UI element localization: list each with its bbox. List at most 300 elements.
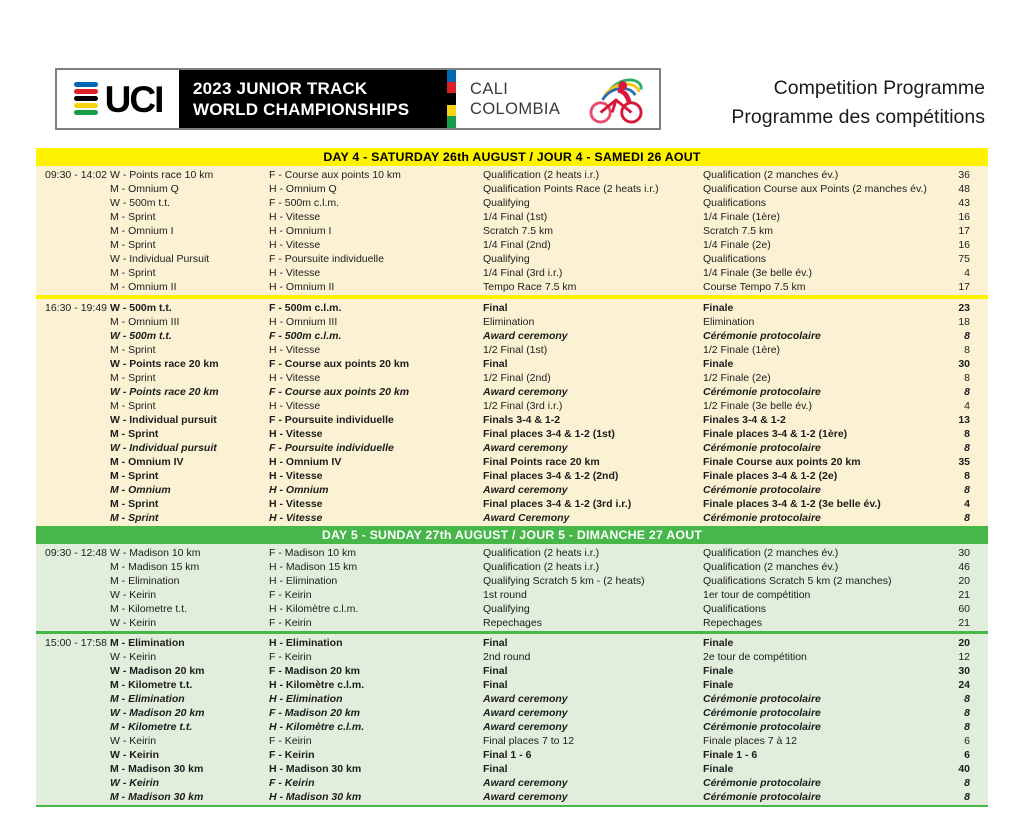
time-separator: - [74, 302, 78, 314]
event-banner [55, 68, 661, 130]
schedule-row [110, 413, 988, 427]
duration-minutes: 21 [958, 589, 970, 601]
uci-rainbow-stripes-icon [74, 82, 100, 116]
round-en: 1/4 Final (1st) [483, 211, 548, 223]
event-name-fr: H - Kilomètre c.l.m. [269, 679, 365, 691]
round-fr: 1er tour de compétition [703, 589, 811, 601]
schedule-row [110, 280, 988, 294]
host-city-line1: CALI [470, 80, 509, 98]
event-name-en: M - Omnium IV [110, 456, 184, 468]
schedule-row [110, 182, 988, 196]
round-fr: Cérémonie protocolaire [703, 721, 821, 733]
event-name-fr: F - 500m c.l.m. [269, 302, 342, 314]
duration-minutes: 17 [958, 225, 970, 237]
round-en: Qualifying Scratch 5 km - (2 heats) [483, 575, 645, 587]
round-fr: Course Tempo 7.5 km [703, 281, 806, 293]
session-start-time: 15:00 [45, 637, 72, 649]
round-en: Final [483, 665, 508, 677]
schedule-row [110, 329, 988, 343]
round-fr: Qualification (2 manches év.) [703, 547, 839, 559]
schedule-row [110, 210, 988, 224]
event-name-en: M - Sprint [110, 470, 159, 482]
round-en: Qualification (2 heats i.r.) [483, 561, 600, 573]
schedule-row [110, 734, 988, 748]
event-name-fr: F - Poursuite individuelle [269, 442, 394, 454]
round-fr: Finale [703, 679, 734, 691]
round-en: Scratch 7.5 km [483, 225, 554, 237]
schedule-row [110, 301, 988, 315]
event-name-en: M - Omnium III [110, 316, 180, 328]
duration-minutes: 35 [958, 456, 970, 468]
session-end-time: 14:02 [80, 169, 107, 181]
event-name-en: M - Sprint [110, 372, 156, 384]
event-title-line2: WORLD CHAMPIONSHIPS [193, 100, 410, 119]
session-time-range [45, 301, 107, 315]
session-start-time: 09:30 [45, 547, 72, 559]
event-name-fr: H - Vitesse [269, 400, 321, 412]
event-name-fr: H - Kilomètre c.l.m. [269, 721, 365, 733]
round-en: Qualification (2 heats i.r.) [483, 547, 600, 559]
page-title-en: Competition Programme [773, 77, 985, 99]
schedule-row [110, 664, 988, 678]
round-fr: Finale [703, 637, 734, 649]
uci-logo [57, 70, 179, 128]
round-fr: 1/4 Finale (2e) [703, 239, 771, 251]
round-en: Final [483, 679, 508, 691]
round-en: Qualification (2 heats i.r.) [483, 169, 600, 181]
duration-minutes: 18 [958, 316, 970, 328]
duration-minutes: 30 [958, 665, 970, 677]
event-name-fr: F - Course aux points 20 km [269, 386, 410, 398]
round-en: Award ceremony [483, 693, 568, 705]
event-name-fr: H - Elimination [269, 637, 343, 649]
event-name-en: W - Points race 20 km [110, 358, 219, 370]
schedule-row [110, 385, 988, 399]
round-fr: Qualifications [703, 253, 767, 265]
event-name-en: M - Sprint [110, 211, 156, 223]
duration-minutes: 20 [958, 637, 970, 649]
round-fr: Repechages [703, 617, 762, 629]
schedule-row [110, 692, 988, 706]
event-name-en: M - Kilometre t.t. [110, 721, 193, 733]
round-en: Elimination [483, 316, 535, 328]
event-name-en: M - Sprint [110, 498, 159, 510]
event-name-fr: H - Madison 15 km [269, 561, 358, 573]
schedule-row [110, 720, 988, 734]
event-name-fr: F - Poursuite individuelle [269, 414, 394, 426]
round-en: 1/4 Final (2nd) [483, 239, 551, 251]
event-name-en: W - 500m t.t. [110, 302, 172, 314]
duration-minutes: 8 [964, 791, 970, 803]
session [36, 166, 988, 295]
schedule-row [110, 357, 988, 371]
event-name-en: M - Madison 15 km [110, 561, 200, 573]
event-name-en: M - Sprint [110, 344, 156, 356]
round-en: Final places 3-4 & 1-2 (1st) [483, 428, 615, 440]
round-fr: Finale places 3-4 & 1-2 (1ère) [703, 428, 848, 440]
round-fr: Finale places 3-4 & 1-2 (2e) [703, 470, 838, 482]
session [36, 295, 988, 526]
round-fr: Finale Course aux points 20 km [703, 456, 861, 468]
event-name-en: W - Keirin [110, 749, 159, 761]
round-en: Final places 3-4 & 1-2 (3rd i.r.) [483, 498, 632, 510]
event-name-en: M - Omnium [110, 484, 171, 496]
session-rows [110, 168, 988, 294]
event-name-fr: F - Keirin [269, 749, 315, 761]
round-fr: Cérémonie protocolaire [703, 442, 821, 454]
event-name-fr: H - Omnium IV [269, 456, 342, 468]
event-name-fr: H - Vitesse [269, 428, 323, 440]
duration-minutes: 8 [964, 693, 970, 705]
schedule-row [110, 762, 988, 776]
event-title-box [179, 70, 447, 128]
duration-minutes: 8 [964, 372, 970, 384]
event-name-fr: F - Course aux points 20 km [269, 358, 410, 370]
session-rows [110, 546, 988, 630]
round-en: Qualification Points Race (2 heats i.r.) [483, 183, 659, 195]
session-time [36, 636, 110, 804]
schedule-row [110, 266, 988, 280]
day-header: DAY 5 - SUNDAY 27th AUGUST / JOUR 5 - DIMANCHE 27 AOUT [36, 526, 988, 544]
session-end-time: 17:58 [80, 637, 107, 649]
event-name-en: W - Individual pursuit [110, 414, 217, 426]
round-fr: 1/2 Finale (1ère) [703, 344, 781, 356]
round-fr: Cérémonie protocolaire [703, 791, 821, 803]
round-en: Finals 3-4 & 1-2 [483, 414, 561, 426]
competition-schedule [36, 148, 988, 807]
event-name-en: M - Omnium II [110, 281, 177, 293]
event-name-en: W - Keirin [110, 651, 157, 663]
event-name-en: W - Keirin [110, 589, 157, 601]
round-en: 2nd round [483, 651, 531, 663]
round-fr: Finale [703, 665, 734, 677]
event-name-en: W - Madison 10 km [110, 547, 201, 559]
schedule-row [110, 748, 988, 762]
round-fr: Finale [703, 302, 734, 314]
duration-minutes: 16 [958, 211, 970, 223]
event-name-fr: H - Omnium I [269, 225, 332, 237]
schedule-row [110, 511, 988, 525]
schedule-row [110, 776, 988, 790]
round-en: Qualifying [483, 197, 530, 209]
event-name-en: M - Madison 30 km [110, 791, 204, 803]
event-name-en: M - Omnium I [110, 225, 174, 237]
event-name-fr: H - Omnium II [269, 281, 335, 293]
event-name-en: W - Keirin [110, 617, 157, 629]
duration-minutes: 8 [964, 428, 970, 440]
event-name-en: M - Kilometre t.t. [110, 679, 193, 691]
event-title-line1: 2023 JUNIOR TRACK [193, 79, 368, 98]
round-en: Final Points race 20 km [483, 456, 600, 468]
event-name-en: W - Individual Pursuit [110, 253, 210, 265]
event-name-fr: F - Poursuite individuelle [269, 253, 384, 265]
round-fr: 2e tour de compétition [703, 651, 807, 663]
schedule-row [110, 371, 988, 385]
schedule-row [110, 238, 988, 252]
round-en: 1st round [483, 589, 527, 601]
event-name-fr: H - Omnium Q [269, 183, 337, 195]
round-fr: Cérémonie protocolaire [703, 330, 821, 342]
event-name-fr: H - Vitesse [269, 498, 323, 510]
event-name-en: M - Sprint [110, 400, 156, 412]
round-en: Final [483, 637, 508, 649]
schedule-row [110, 224, 988, 238]
duration-minutes: 21 [958, 617, 970, 629]
round-en: Final [483, 358, 508, 370]
event-name-fr: H - Kilomètre c.l.m. [269, 603, 359, 615]
duration-minutes: 40 [958, 763, 970, 775]
round-en: Award ceremony [483, 721, 568, 733]
schedule-row [110, 343, 988, 357]
duration-minutes: 43 [958, 197, 970, 209]
event-name-fr: F - Keirin [269, 735, 312, 747]
schedule-row [110, 650, 988, 664]
round-en: Qualifying [483, 603, 530, 615]
event-name-fr: H - Madison 30 km [269, 791, 362, 803]
duration-minutes: 46 [958, 561, 970, 573]
session-rows [110, 301, 988, 525]
round-fr: Elimination [703, 316, 755, 328]
duration-minutes: 8 [964, 512, 970, 524]
round-en: Award ceremony [483, 484, 568, 496]
event-name-fr: H - Elimination [269, 693, 343, 705]
round-en: 1/2 Final (3rd i.r.) [483, 400, 563, 412]
round-fr: Finale [703, 763, 734, 775]
schedule-row [110, 399, 988, 413]
round-fr: Finale places 7 à 12 [703, 735, 797, 747]
round-en: Final [483, 763, 508, 775]
round-fr: Qualifications [703, 603, 767, 615]
session-time-range [45, 636, 107, 650]
session-time [36, 301, 110, 525]
round-en: Final 1 - 6 [483, 749, 532, 761]
event-name-en: W - Madison 20 km [110, 707, 205, 719]
time-separator: - [74, 547, 78, 559]
event-name-fr: H - Elimination [269, 575, 338, 587]
round-fr: Cérémonie protocolaire [703, 512, 821, 524]
event-name-en: M - Elimination [110, 575, 180, 587]
round-en: Award Ceremony [483, 512, 570, 524]
schedule-row [110, 678, 988, 692]
schedule-row [110, 560, 988, 574]
duration-minutes: 8 [964, 330, 970, 342]
round-fr: 1/2 Finale (3e belle év.) [703, 400, 812, 412]
duration-minutes: 4 [964, 498, 970, 510]
event-name-en: M - Sprint [110, 428, 159, 440]
day-header: DAY 4 - SATURDAY 26th AUGUST / JOUR 4 - SAMEDI 26 AOUT [36, 148, 988, 166]
duration-minutes: 48 [958, 183, 970, 195]
duration-minutes: 17 [958, 281, 970, 293]
round-fr: Qualifications Scratch 5 km (2 manches) [703, 575, 892, 587]
round-en: Final places 7 to 12 [483, 735, 575, 747]
event-name-fr: H - Vitesse [269, 372, 321, 384]
duration-minutes: 30 [958, 358, 970, 370]
event-name-fr: F - Keirin [269, 651, 312, 663]
duration-minutes: 6 [964, 735, 970, 747]
schedule-row [110, 546, 988, 560]
event-name-en: W - Keirin [110, 777, 159, 789]
schedule-row [110, 602, 988, 616]
session-time [36, 546, 110, 630]
duration-minutes: 4 [964, 267, 970, 279]
session [36, 544, 988, 631]
event-name-fr: F - 500m c.l.m. [269, 330, 342, 342]
event-name-en: M - Elimination [110, 693, 185, 705]
schedule-row [110, 497, 988, 511]
event-name-fr: H - Vitesse [269, 512, 323, 524]
event-name-fr: H - Omnium III [269, 316, 338, 328]
schedule-row [110, 636, 988, 650]
round-en: Tempo Race 7.5 km [483, 281, 577, 293]
duration-minutes: 8 [964, 386, 970, 398]
duration-minutes: 60 [958, 603, 970, 615]
event-name-fr: H - Vitesse [269, 211, 321, 223]
schedule-row [110, 252, 988, 266]
round-fr: 1/4 Finale (1ère) [703, 211, 781, 223]
event-name-fr: H - Vitesse [269, 344, 321, 356]
event-name-en: W - Points race 20 km [110, 386, 219, 398]
event-name-fr: F - Madison 20 km [269, 707, 361, 719]
duration-minutes: 23 [958, 302, 970, 314]
schedule-row [110, 483, 988, 497]
duration-minutes: 16 [958, 239, 970, 251]
event-name-fr: F - Madison 10 km [269, 547, 356, 559]
session-time-range [45, 546, 107, 560]
event-name-en: W - Points race 10 km [110, 169, 214, 181]
duration-minutes: 24 [958, 679, 970, 691]
schedule-row [110, 441, 988, 455]
round-fr: Finales 3-4 & 1-2 [703, 414, 786, 426]
event-name-fr: F - Keirin [269, 617, 312, 629]
round-fr: Finale [703, 358, 734, 370]
duration-minutes: 13 [958, 414, 970, 426]
round-en: 1/2 Final (2nd) [483, 372, 551, 384]
round-en: Award ceremony [483, 442, 568, 454]
round-fr: Finale places 3-4 & 1-2 (3e belle év.) [703, 498, 881, 510]
host-city-label [470, 79, 560, 119]
schedule-row [110, 427, 988, 441]
event-name-fr: H - Madison 30 km [269, 763, 362, 775]
duration-minutes: 6 [964, 749, 970, 761]
host-city-line2: COLOMBIA [470, 100, 561, 118]
round-fr: Cérémonie protocolaire [703, 386, 821, 398]
duration-minutes: 8 [964, 344, 970, 356]
duration-minutes: 12 [958, 651, 970, 663]
schedule-row [110, 455, 988, 469]
session-time-range [45, 168, 107, 182]
event-name-fr: H - Vitesse [269, 267, 321, 279]
event-name-fr: H - Vitesse [269, 470, 323, 482]
event-name-fr: H - Vitesse [269, 239, 321, 251]
event-name-fr: F - Course aux points 10 km [269, 169, 401, 181]
duration-minutes: 8 [964, 777, 970, 789]
round-fr: Cérémonie protocolaire [703, 777, 821, 789]
session-start-time: 16:30 [45, 302, 72, 314]
event-name-en: W - Individual pursuit [110, 442, 217, 454]
event-name-en: M - Sprint [110, 512, 159, 524]
event-name-fr: F - 500m c.l.m. [269, 197, 340, 209]
round-en: Qualifying [483, 253, 530, 265]
session-end-time: 12:48 [80, 547, 107, 559]
event-name-en: W - 500m t.t. [110, 197, 171, 209]
session-rows [110, 636, 988, 804]
round-fr: Cérémonie protocolaire [703, 707, 821, 719]
event-name-fr: F - Madison 20 km [269, 665, 361, 677]
round-en: Award ceremony [483, 707, 568, 719]
session [36, 631, 988, 805]
event-name-fr: F - Keirin [269, 777, 315, 789]
schedule-row [110, 168, 988, 182]
round-en: Repechages [483, 617, 542, 629]
session-start-time: 09:30 [45, 169, 72, 181]
round-en: Award ceremony [483, 777, 568, 789]
schedule-row [110, 588, 988, 602]
duration-minutes: 8 [964, 721, 970, 733]
duration-minutes: 36 [958, 169, 970, 181]
schedule-row [110, 574, 988, 588]
page-title-fr: Programme des compétitions [731, 106, 985, 128]
event-name-en: M - Omnium Q [110, 183, 179, 195]
day-section-1 [36, 148, 988, 526]
schedule-row [110, 196, 988, 210]
round-en: 1/4 Final (3rd i.r.) [483, 267, 563, 279]
session-time [36, 168, 110, 294]
session-end-time: 19:49 [80, 302, 107, 314]
event-name-en: M - Kilometre t.t. [110, 603, 188, 615]
uci-color-strip-icon [447, 70, 456, 128]
duration-minutes: 8 [964, 442, 970, 454]
day-section-2 [36, 526, 988, 807]
schedule-row [110, 616, 988, 630]
round-en: Final places 3-4 & 1-2 (2nd) [483, 470, 619, 482]
duration-minutes: 4 [964, 400, 970, 412]
event-name-en: W - 500m t.t. [110, 330, 172, 342]
round-fr: 1/4 Finale (3e belle év.) [703, 267, 812, 279]
host-city-box [456, 70, 659, 128]
cali-2023-cyclist-logo-icon [579, 73, 653, 125]
duration-minutes: 8 [964, 484, 970, 496]
schedule-row [110, 790, 988, 804]
event-name-en: W - Madison 20 km [110, 665, 205, 677]
round-fr: Qualification (2 manches év.) [703, 561, 839, 573]
round-en: 1/2 Final (1st) [483, 344, 548, 356]
duration-minutes: 8 [964, 707, 970, 719]
round-fr: Qualification (2 manches év.) [703, 169, 839, 181]
duration-minutes: 20 [958, 575, 970, 587]
time-separator: - [74, 637, 78, 649]
duration-minutes: 8 [964, 470, 970, 482]
round-fr: Qualification Course aux Points (2 manches év.) [703, 183, 927, 195]
round-fr: Finale 1 - 6 [703, 749, 758, 761]
event-name-fr: F - Keirin [269, 589, 312, 601]
schedule-row [110, 706, 988, 720]
event-name-fr: H - Omnium [269, 484, 329, 496]
event-name-en: M - Madison 30 km [110, 763, 204, 775]
event-name-en: M - Sprint [110, 239, 156, 251]
round-en: Award ceremony [483, 330, 568, 342]
event-name-en: M - Elimination [110, 637, 185, 649]
round-fr: Cérémonie protocolaire [703, 484, 821, 496]
round-fr: 1/2 Finale (2e) [703, 372, 771, 384]
schedule-row [110, 469, 988, 483]
round-fr: Qualifications [703, 197, 767, 209]
round-fr: Cérémonie protocolaire [703, 693, 821, 705]
schedule-row [110, 315, 988, 329]
round-en: Final [483, 302, 508, 314]
round-fr: Scratch 7.5 km [703, 225, 774, 237]
time-separator: - [74, 169, 78, 181]
page-title [731, 74, 985, 132]
